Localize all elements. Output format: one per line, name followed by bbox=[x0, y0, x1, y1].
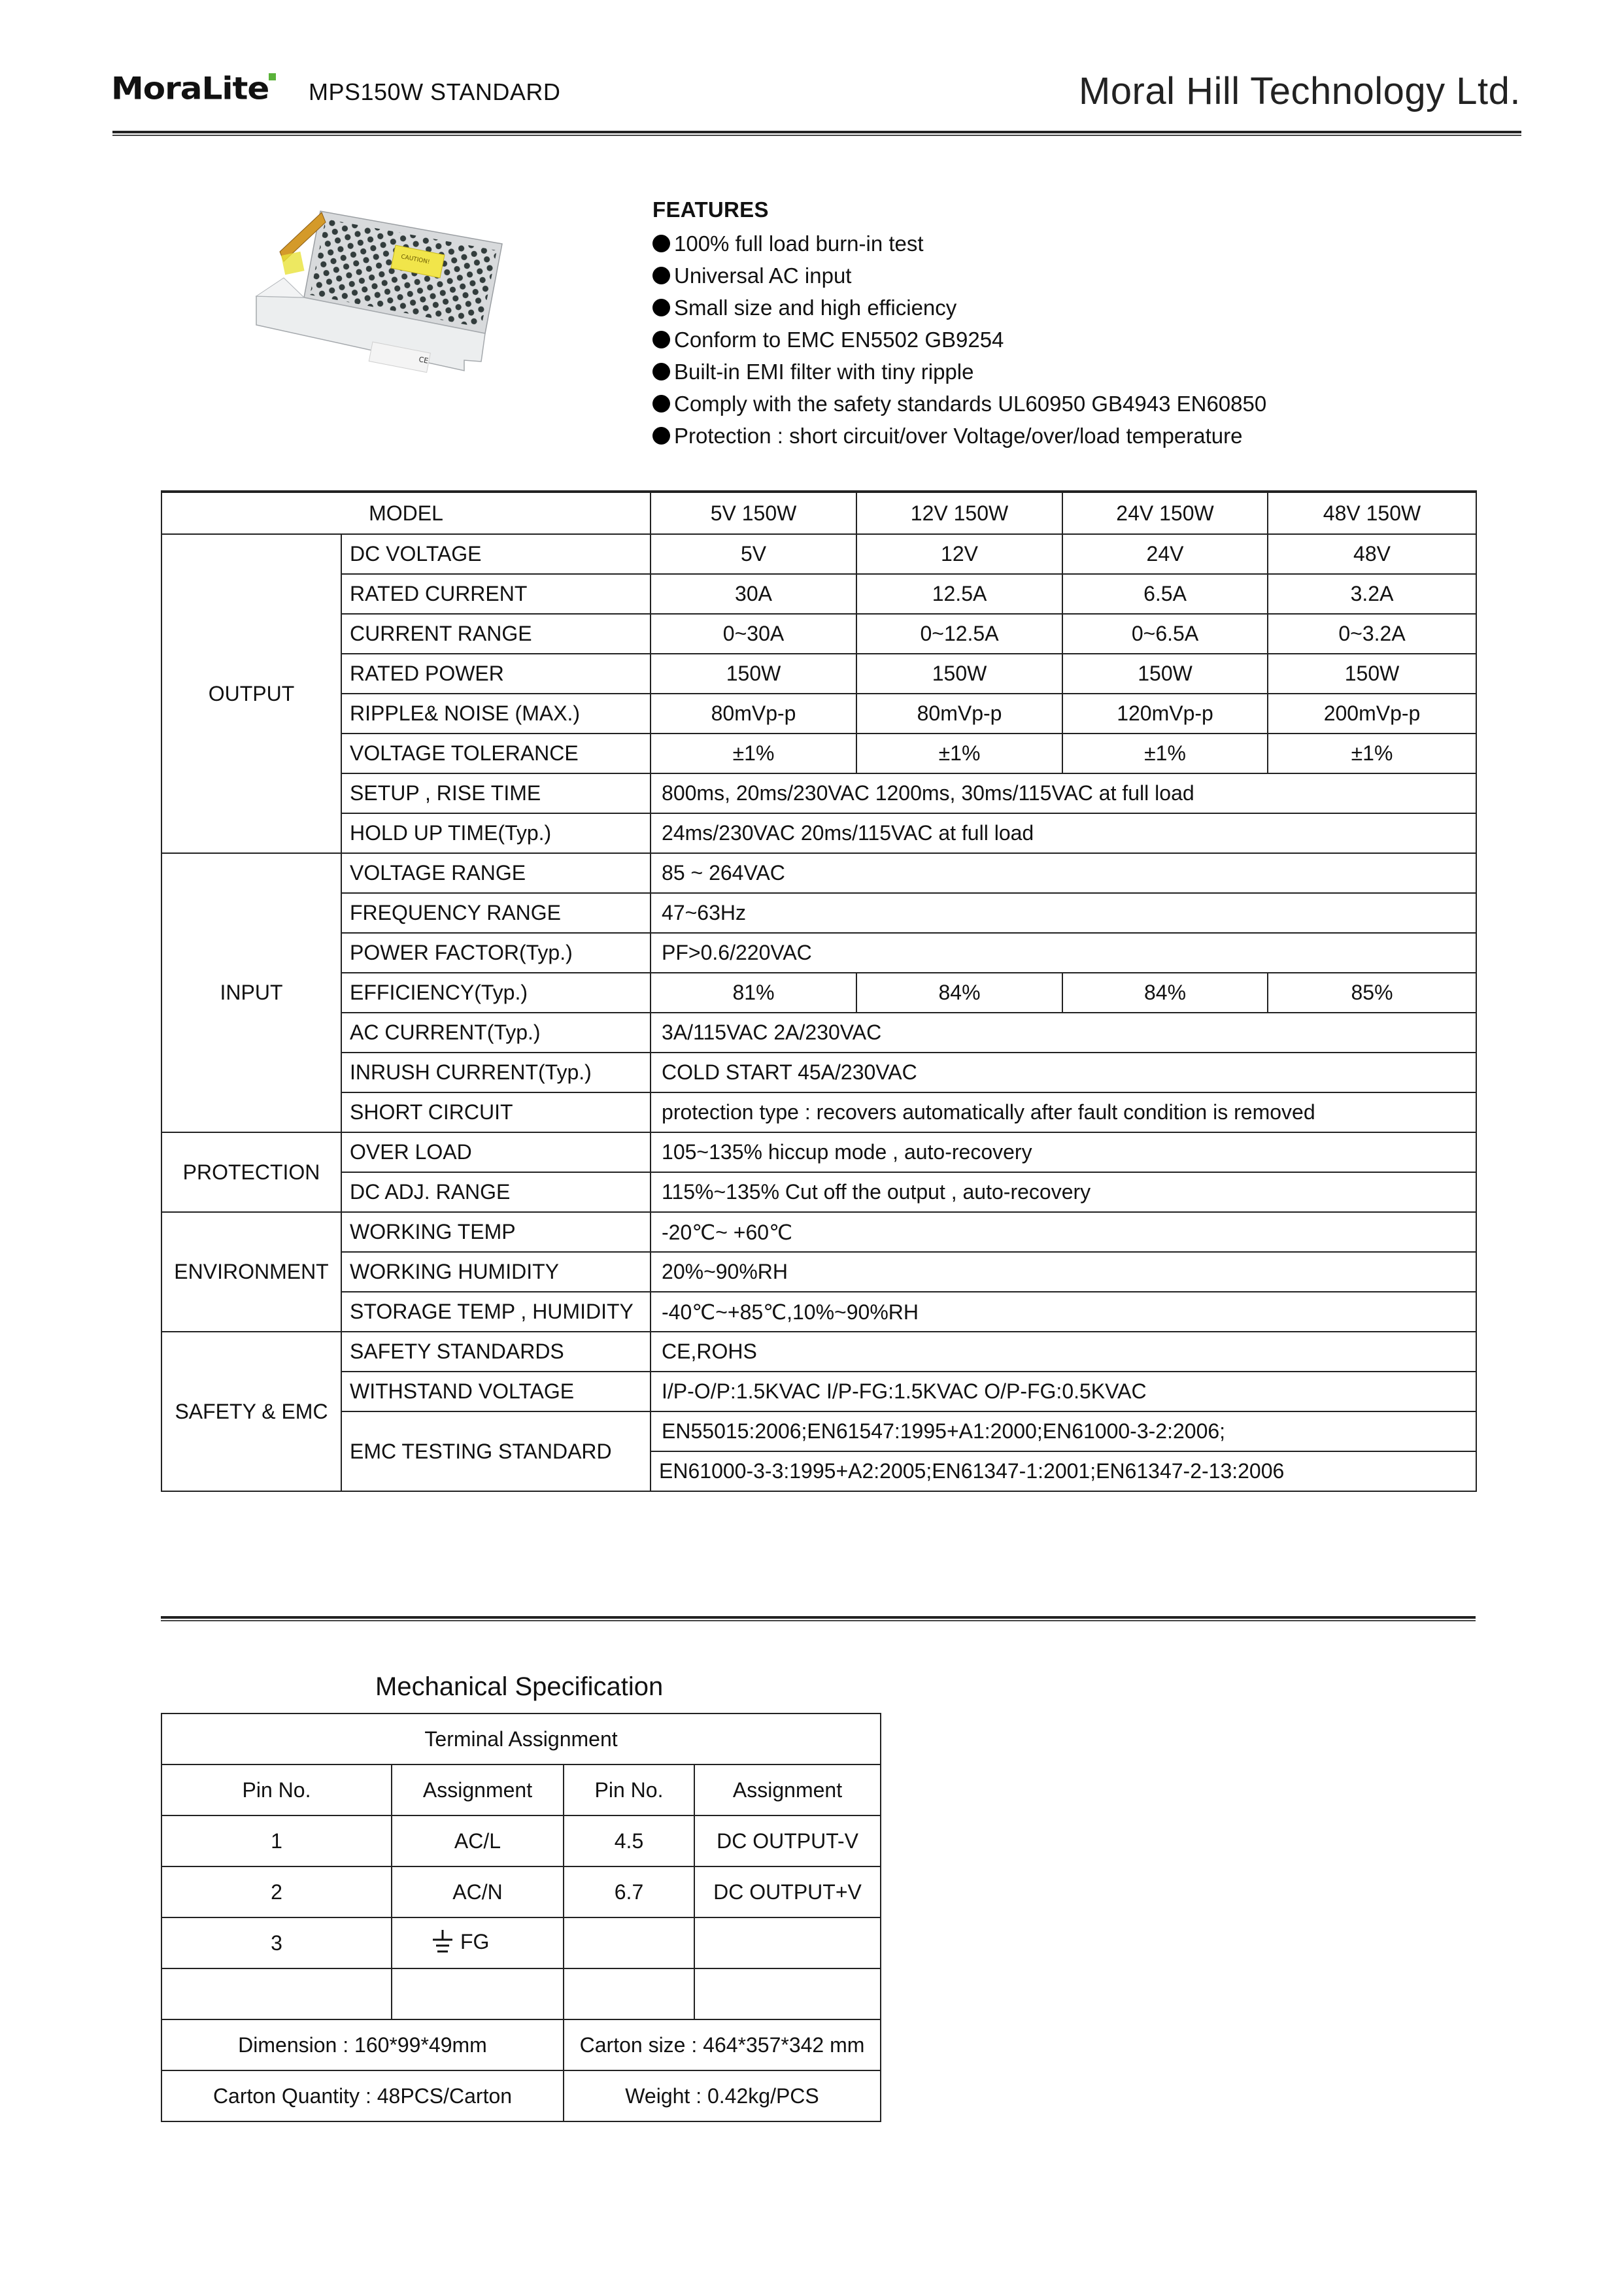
pin-number bbox=[564, 1968, 694, 2019]
table-row bbox=[161, 2019, 881, 2070]
row-label: RIPPLE& NOISE (MAX.) bbox=[341, 694, 651, 734]
table-row bbox=[161, 1172, 1476, 1212]
table-row bbox=[161, 614, 1476, 654]
pin-assignment: DC OUTPUT+V bbox=[694, 1866, 881, 1917]
table-row bbox=[161, 1053, 1476, 1092]
model-header-row bbox=[161, 492, 1476, 534]
pin-number: 3 bbox=[161, 1917, 392, 1968]
pin-assignment bbox=[694, 1917, 881, 1968]
feature-item: Small size and high efficiency bbox=[652, 292, 1266, 324]
table-row bbox=[161, 1372, 1476, 1411]
cell-value: 150W bbox=[1062, 654, 1268, 694]
table-row bbox=[161, 534, 1476, 574]
cell-value: 5V bbox=[651, 534, 856, 574]
row-label: AC CURRENT(Typ.) bbox=[341, 1013, 651, 1053]
cell-value: 105~135% hiccup mode , auto-recovery bbox=[651, 1132, 1476, 1172]
table-row bbox=[161, 1013, 1476, 1053]
pin-number: 4.5 bbox=[564, 1815, 694, 1866]
cell-value: 6.5A bbox=[1062, 574, 1268, 614]
cell-value: protection type : recovers automatically after fault condition is removed bbox=[651, 1092, 1476, 1132]
table-row bbox=[161, 1866, 881, 1917]
cell-value: 20%~90%RH bbox=[651, 1252, 1476, 1292]
mechanical-title: Mechanical Specification bbox=[375, 1672, 664, 1701]
table-row bbox=[161, 734, 1476, 773]
row-label: EFFICIENCY(Typ.) bbox=[341, 973, 651, 1013]
table-row bbox=[161, 1212, 1476, 1252]
cell-value: -20℃~ +60℃ bbox=[651, 1212, 1476, 1252]
table-row bbox=[161, 1411, 1476, 1451]
cell-value: 3A/115VAC 2A/230VAC bbox=[651, 1013, 1476, 1053]
cell-value: 800ms, 20ms/230VAC 1200ms, 30ms/115VAC at full load bbox=[651, 773, 1476, 813]
table-row bbox=[161, 1092, 1476, 1132]
pin-assignment: AC/N bbox=[392, 1866, 564, 1917]
cell-value: 150W bbox=[651, 654, 856, 694]
column-header: Assignment bbox=[392, 1764, 564, 1815]
cell-value: 84% bbox=[1062, 973, 1268, 1013]
cell-value: EN55015:2006;EN61547:1995+A1:2000;EN61000-3-2:2006; bbox=[651, 1411, 1476, 1451]
row-label: STORAGE TEMP , HUMIDITY bbox=[341, 1292, 651, 1332]
column-header-row bbox=[161, 1764, 881, 1815]
table-row bbox=[161, 933, 1476, 973]
company-name: Moral Hill Technology Ltd. bbox=[1078, 70, 1521, 112]
header-divider bbox=[112, 131, 1521, 136]
cell-value: 150W bbox=[856, 654, 1062, 694]
power-supply-illustration bbox=[242, 199, 510, 402]
row-label: POWER FACTOR(Typ.) bbox=[341, 933, 651, 973]
feature-item: Protection : short circuit/over Voltage/over/load temperature bbox=[652, 420, 1266, 452]
cell-value: ±1% bbox=[1062, 734, 1268, 773]
row-label: FREQUENCY RANGE bbox=[341, 893, 651, 933]
cell-value: 84% bbox=[856, 973, 1062, 1013]
terminal-header: Terminal Assignment bbox=[161, 1714, 881, 1764]
svg-text:CE: CE bbox=[418, 355, 430, 365]
dimension: Dimension : 160*99*49mm bbox=[161, 2019, 564, 2070]
model-header: MODEL bbox=[161, 492, 651, 534]
feature-item: Comply with the safety standards UL60950 GB4943 EN60850 bbox=[652, 388, 1266, 420]
table-row bbox=[161, 1132, 1476, 1172]
cell-value: 24V bbox=[1062, 534, 1268, 574]
table-row bbox=[161, 1815, 881, 1866]
table-row bbox=[161, 973, 1476, 1013]
pin-assignment: AC/L bbox=[392, 1815, 564, 1866]
cell-value: 0~12.5A bbox=[856, 614, 1062, 654]
cell-value: 115%~135% Cut off the output , auto-recovery bbox=[651, 1172, 1476, 1212]
column-header: Assignment bbox=[694, 1764, 881, 1815]
ground-icon bbox=[431, 1930, 454, 1956]
bullet-icon bbox=[652, 267, 670, 284]
table-row bbox=[161, 654, 1476, 694]
row-label: RATED CURRENT bbox=[341, 574, 651, 614]
table-row bbox=[161, 1917, 881, 1968]
column-header: Pin No. bbox=[161, 1764, 392, 1815]
pin-assignment-fg bbox=[392, 1917, 564, 1968]
row-label: WORKING TEMP bbox=[341, 1212, 651, 1252]
cell-value: 0~30A bbox=[651, 614, 856, 654]
pin-assignment bbox=[694, 1968, 881, 2019]
brand-name: MoraLite bbox=[111, 71, 269, 107]
row-label: VOLTAGE TOLERANCE bbox=[341, 734, 651, 773]
feature-item: Built-in EMI filter with tiny ripple bbox=[652, 356, 1266, 388]
cell-value: EN61000-3-3:1995+A2:2005;EN61347-1:2001;EN61347-2-13:2006 bbox=[651, 1451, 1476, 1491]
cell-value: PF>0.6/220VAC bbox=[651, 933, 1476, 973]
cell-value: 85 ~ 264VAC bbox=[651, 853, 1476, 893]
category-safety-emc: SAFETY & EMC bbox=[161, 1332, 341, 1491]
specification-table bbox=[161, 490, 1477, 1492]
column-header: Pin No. bbox=[564, 1764, 694, 1815]
bullet-icon bbox=[652, 299, 670, 316]
cell-value: CE,ROHS bbox=[651, 1332, 1476, 1372]
pin-number bbox=[161, 1968, 392, 2019]
table-row bbox=[161, 853, 1476, 893]
row-label: SAFETY STANDARDS bbox=[341, 1332, 651, 1372]
category-protection: PROTECTION bbox=[161, 1132, 341, 1212]
carton-size: Carton size : 464*357*342 mm bbox=[564, 2019, 881, 2070]
row-label: WITHSTAND VOLTAGE bbox=[341, 1372, 651, 1411]
cell-value: 3.2A bbox=[1268, 574, 1476, 614]
cell-value: ±1% bbox=[856, 734, 1062, 773]
cell-value: 200mVp-p bbox=[1268, 694, 1476, 734]
terminal-header-row bbox=[161, 1714, 881, 1764]
bullet-icon bbox=[652, 363, 670, 380]
cell-value: COLD START 45A/230VAC bbox=[651, 1053, 1476, 1092]
row-label: DC VOLTAGE bbox=[341, 534, 651, 574]
row-label: DC ADJ. RANGE bbox=[341, 1172, 651, 1212]
cell-value: 81% bbox=[651, 973, 856, 1013]
product-photo bbox=[242, 199, 510, 402]
pin-assignment: DC OUTPUT-V bbox=[694, 1815, 881, 1866]
row-label: INRUSH CURRENT(Typ.) bbox=[341, 1053, 651, 1092]
pin-number: 6.7 bbox=[564, 1866, 694, 1917]
bullet-icon bbox=[652, 395, 670, 413]
category-input: INPUT bbox=[161, 853, 341, 1132]
cell-value: 12.5A bbox=[856, 574, 1062, 614]
cell-value: 30A bbox=[651, 574, 856, 614]
cell-value: 0~3.2A bbox=[1268, 614, 1476, 654]
features-title: FEATURES bbox=[652, 197, 769, 222]
row-label: EMC TESTING STANDARD bbox=[341, 1411, 651, 1491]
pin-assignment bbox=[392, 1968, 564, 2019]
caution-label: CAUTION! bbox=[400, 254, 431, 266]
pin-number bbox=[564, 1917, 694, 1968]
table-row bbox=[161, 574, 1476, 614]
bullet-icon bbox=[652, 331, 670, 348]
section-divider bbox=[161, 1616, 1476, 1621]
table-row bbox=[161, 1252, 1476, 1292]
bullet-icon bbox=[652, 427, 670, 445]
carton-quantity: Carton Quantity : 48PCS/Carton bbox=[161, 2070, 564, 2121]
row-label: VOLTAGE RANGE bbox=[341, 853, 651, 893]
cell-value: 12V bbox=[856, 534, 1062, 574]
bullet-icon bbox=[652, 235, 670, 252]
cell-value: 24ms/230VAC 20ms/115VAC at full load bbox=[651, 813, 1476, 853]
product-line: MPS150W STANDARD bbox=[309, 78, 561, 105]
fg-label: FG bbox=[460, 1929, 490, 1953]
table-row bbox=[161, 694, 1476, 734]
cell-value: 80mVp-p bbox=[651, 694, 856, 734]
row-label: OVER LOAD bbox=[341, 1132, 651, 1172]
row-label: SETUP , RISE TIME bbox=[341, 773, 651, 813]
table-row bbox=[161, 1292, 1476, 1332]
table-row bbox=[161, 2070, 881, 2121]
table-row bbox=[161, 773, 1476, 813]
brand-accent-square bbox=[269, 73, 276, 80]
table-row bbox=[161, 1332, 1476, 1372]
pin-number: 2 bbox=[161, 1866, 392, 1917]
pin-number: 1 bbox=[161, 1815, 392, 1866]
cell-value: 80mVp-p bbox=[856, 694, 1062, 734]
weight: Weight : 0.42kg/PCS bbox=[564, 2070, 881, 2121]
model-48v: 48V 150W bbox=[1268, 492, 1476, 534]
cell-value: 85% bbox=[1268, 973, 1476, 1013]
category-environment: ENVIRONMENT bbox=[161, 1212, 341, 1332]
feature-item: 100% full load burn-in test bbox=[652, 228, 1266, 260]
feature-item: Universal AC input bbox=[652, 260, 1266, 292]
table-row bbox=[161, 813, 1476, 853]
feature-item: Conform to EMC EN5502 GB9254 bbox=[652, 324, 1266, 356]
cell-value: 120mVp-p bbox=[1062, 694, 1268, 734]
row-label: HOLD UP TIME(Typ.) bbox=[341, 813, 651, 853]
cell-value: 150W bbox=[1268, 654, 1476, 694]
cell-value: I/P-O/P:1.5KVAC I/P-FG:1.5KVAC O/P-FG:0.5KVAC bbox=[651, 1372, 1476, 1411]
table-row bbox=[161, 893, 1476, 933]
cell-value: ±1% bbox=[651, 734, 856, 773]
brand-logo bbox=[111, 71, 269, 107]
model-5v: 5V 150W bbox=[651, 492, 856, 534]
category-output: OUTPUT bbox=[161, 534, 341, 853]
row-label: RATED POWER bbox=[341, 654, 651, 694]
features-section bbox=[652, 197, 1266, 452]
cell-value: -40℃~+85℃,10%~90%RH bbox=[651, 1292, 1476, 1332]
cell-value: 47~63Hz bbox=[651, 893, 1476, 933]
row-label: WORKING HUMIDITY bbox=[341, 1252, 651, 1292]
row-label: CURRENT RANGE bbox=[341, 614, 651, 654]
cell-value: 48V bbox=[1268, 534, 1476, 574]
table-row-empty bbox=[161, 1968, 881, 2019]
row-label: SHORT CIRCUIT bbox=[341, 1092, 651, 1132]
terminal-assignment-table bbox=[161, 1713, 881, 2122]
model-12v: 12V 150W bbox=[856, 492, 1062, 534]
model-24v: 24V 150W bbox=[1062, 492, 1268, 534]
cell-value: ±1% bbox=[1268, 734, 1476, 773]
cell-value: 0~6.5A bbox=[1062, 614, 1268, 654]
